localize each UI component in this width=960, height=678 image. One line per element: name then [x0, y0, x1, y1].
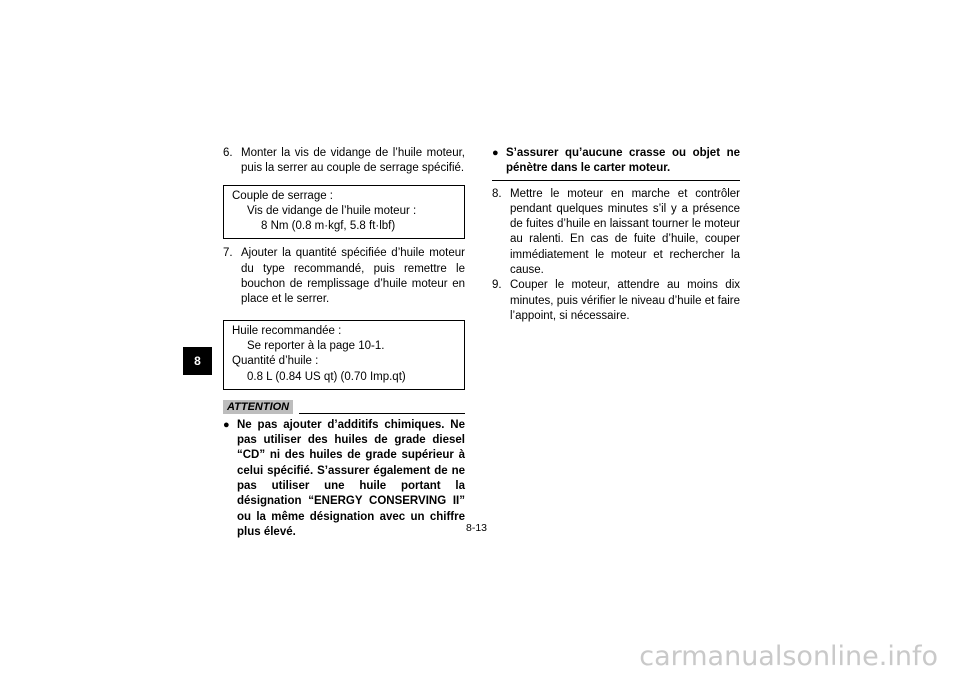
warning-item	[492, 146, 740, 177]
attention-label: ATTENTION	[223, 400, 293, 414]
step-9	[492, 278, 740, 324]
step-text: Mettre le moteur en marche et contrôler pendant quelques minutes s’il y a présence de fuites d’huile en laissant tourner le moteur au ralenti. En cas de fuite d’huile, couper immédiatement le moteur et rechercher la cause.	[510, 187, 740, 277]
step-8	[492, 187, 740, 279]
attention-text: Ne pas ajouter d’additifs chimiques. Ne pas utiliser des huiles de grade diesel “CD” ni des huiles de grade supérieur à celui spécifié. S’assurer également de ne pas utiliser une huile portant la désignation “ENERGY CONSERVING II” ou la même désignation avec un chiffre plus élevé.	[237, 418, 465, 538]
bullet-icon: ●	[223, 418, 230, 431]
step-text: Ajouter la quantité spécifiée d’huile moteur du type recommandé, puis remettre le bouchon de remplissage d’huile moteur en place et le serrer.	[241, 247, 465, 306]
step-number: 7.	[223, 247, 233, 260]
oil-spec-box	[223, 320, 465, 390]
step-7	[223, 246, 465, 307]
step-6	[223, 146, 465, 177]
step-text: Couper le moteur, attendre au moins dix minutes, puis vérifier le niveau d’huile et faire l’appoint, si nécessaire.	[510, 279, 740, 322]
right-column	[492, 146, 740, 324]
attention-item	[223, 418, 465, 540]
spec-quantity-title: Quantité d’huile :	[232, 355, 319, 368]
divider	[299, 413, 465, 414]
spec-quantity-value: 0.8 L (0.84 US qt) (0.70 Imp.qt)	[247, 370, 406, 383]
step-number: 9.	[492, 279, 502, 292]
torque-spec-box	[223, 185, 465, 240]
watermark: carmanualsonline.info	[639, 641, 938, 672]
chapter-tab: 8	[183, 347, 212, 375]
step-number: 8.	[492, 187, 502, 200]
attention-header	[223, 399, 465, 414]
step-number: 6.	[223, 147, 233, 159]
divider	[492, 180, 740, 181]
page-number: 8-13	[466, 522, 488, 534]
spec-item: Vis de vidange de l’huile moteur :	[247, 204, 417, 217]
left-column	[223, 146, 465, 540]
spec-title: Huile recommandée :	[232, 324, 342, 337]
step-text: Monter la vis de vidange de l’huile moteur, puis la serrer au couple de serrage spécifié.	[241, 147, 465, 175]
warning-text: S’assurer qu’aucune crasse ou objet ne pénètre dans le carter moteur.	[506, 147, 740, 175]
bullet-icon: ●	[492, 147, 499, 159]
spec-reference: Se reporter à la page 10-1.	[247, 339, 385, 352]
spec-title: Couple de serrage :	[232, 189, 334, 202]
spec-value: 8 Nm (0.8 m·kgf, 5.8 ft·lbf)	[261, 220, 396, 233]
